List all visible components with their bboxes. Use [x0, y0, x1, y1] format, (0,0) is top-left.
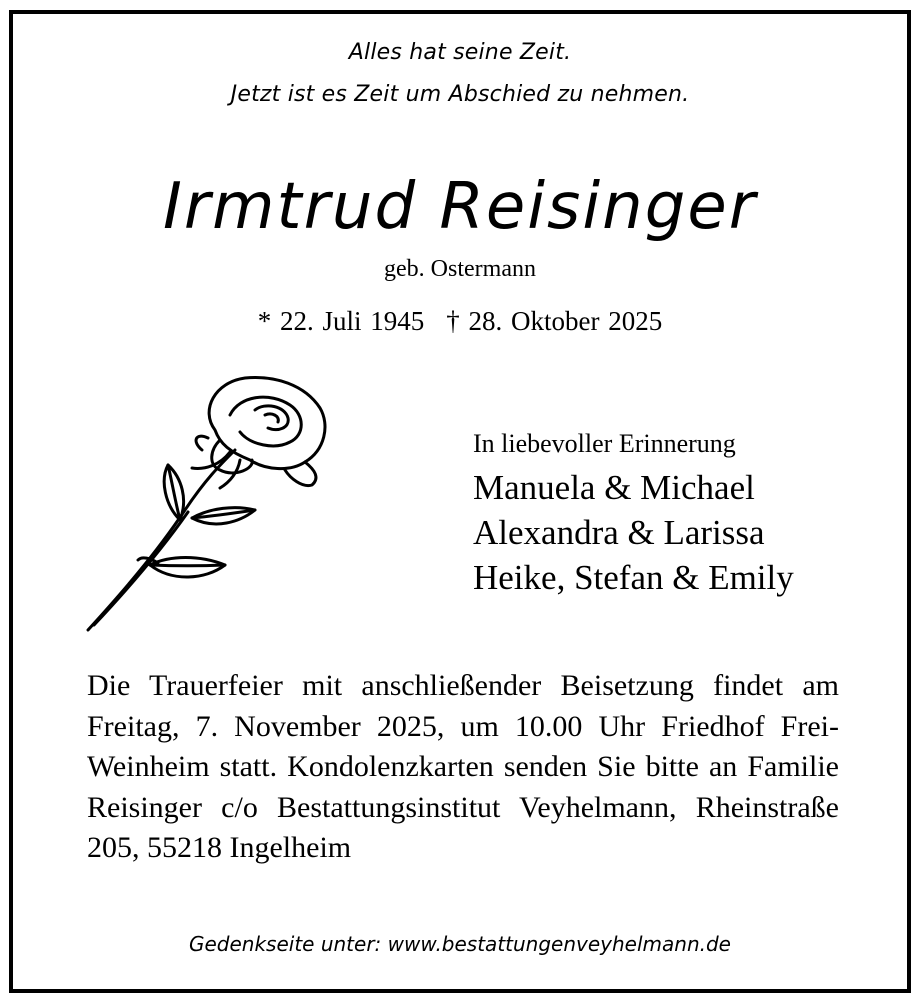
- motto-line-2: Jetzt ist es Zeit um Abschied zu nehmen.: [230, 82, 690, 107]
- birth-name: geb. Ostermann: [384, 256, 536, 282]
- life-dates: [0, 306, 920, 337]
- motto-line-1: Alles hat seine Zeit.: [348, 40, 572, 65]
- deceased-name: Irmtrud Reisinger: [162, 170, 758, 244]
- death-date: † 28. Oktober 2025: [446, 306, 663, 336]
- memorial-page-link: Gedenkseite unter: www.bestattungenveyhelmann.de: [188, 932, 731, 956]
- mourner-names: Manuela & Michael: [473, 468, 755, 507]
- mourner-names: Alexandra & Larissa: [473, 513, 765, 552]
- birth-date: * 22. Juli 1945: [257, 306, 425, 336]
- mourner-names: Heike, Stefan & Emily: [473, 558, 794, 597]
- memory-intro: In liebevoller Erinnerung: [473, 429, 736, 458]
- funeral-notice: Die Trauerfeier mit anschließender Beisetzung findet am Freitag, 7. November 2025, um 10.00 Uhr Friedhof Frei-Weinheim statt. Kondolenzkarten senden Sie bitte an Familie Reisinger c/o Bestattungsinstitut Veyhelmann, Rheinstraße 205, 55218 Ingelheim: [87, 669, 839, 864]
- rose-icon: [80, 370, 340, 640]
